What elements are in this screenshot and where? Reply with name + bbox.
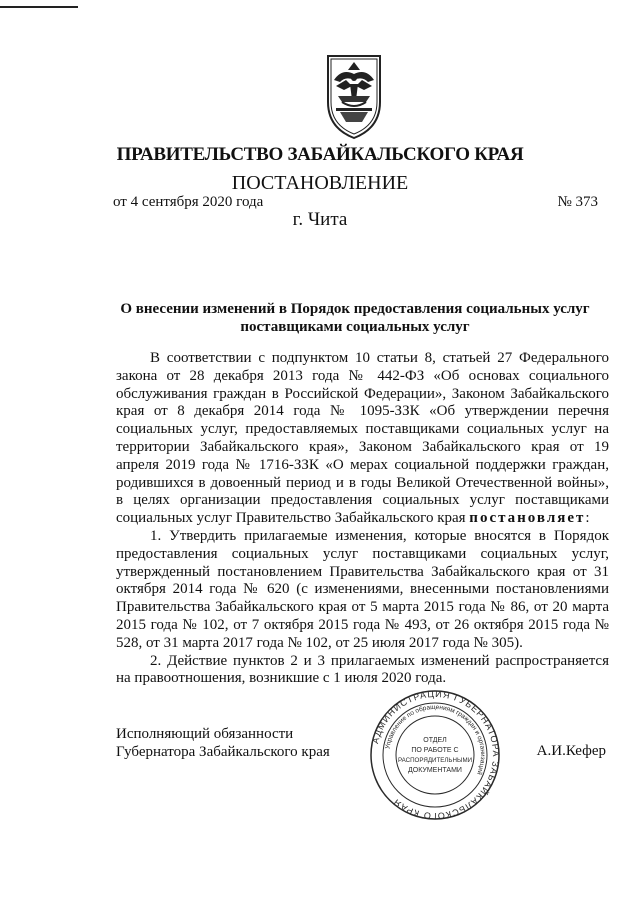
stamp-inner-text: Управление по обращениям граждан и организаций bbox=[384, 703, 487, 776]
signatory-position bbox=[116, 725, 330, 761]
document-body bbox=[116, 350, 609, 688]
resolves-punct: : bbox=[585, 510, 590, 527]
signatory-position-line1: Исполняющий обязанности bbox=[116, 726, 294, 742]
stamp-center-line-4: ДОКУМЕНТАМИ bbox=[408, 767, 462, 774]
document-date: от 4 сентября 2020 года bbox=[113, 194, 264, 210]
stamp-center-line-3: РАСПОРЯДИТЕЛЬНЫМИ bbox=[397, 757, 473, 764]
top-rule bbox=[0, 6, 78, 8]
preamble-paragraph bbox=[116, 350, 609, 528]
stamp-center-line-1: ОТДЕЛ bbox=[423, 737, 447, 744]
signatory-name: А.И.Кефер bbox=[536, 743, 606, 759]
stamp-inner-ring bbox=[396, 716, 474, 794]
item-2-paragraph: 2. Действие пунктов 2 и 3 прилагаемых изменений распространяется на правоотношения, возникшие с 1 июля 2020 года. bbox=[116, 652, 609, 687]
stamp-outer-text: АДМИНИСТРАЦИЯ ГУБЕРНАТОРА ЗАБАЙКАЛЬСКОГО КРАЯ bbox=[370, 688, 502, 822]
government-title: ПРАВИТЕЛЬСТВО ЗАБАЙКАЛЬСКОГО КРАЯ bbox=[116, 144, 524, 165]
document-number: № 373 bbox=[557, 194, 598, 210]
item-1-paragraph: 1. Утвердить прилагаемые изменения, которые вносятся в Порядок предоставления социальных услуг поставщиками социальных услуг, утвержденный постановлением Правительства Забайкальского края от 31 октября 2014 года № 620 (с изменениями, внесенными постановлениями Правительства Забайкальского края от 5 марта 2015 года № 86, от 20 марта 2015 года № 102, от 7 октября 2015 года № 493, от 26 октября 2015 года № 528, от 31 марта 2017 года № 102, от 25 июля 2017 года № 305). bbox=[116, 527, 609, 651]
document-subject: О внесении изменений в Порядок предоставления социальных услуг поставщиками социальных услуг bbox=[120, 301, 590, 335]
document-type: ПОСТАНОВЛЕНИЕ bbox=[231, 172, 409, 194]
stamp-center-line-2: ПО РАБОТЕ С bbox=[411, 747, 459, 754]
stamp-middle-ring bbox=[383, 703, 487, 807]
coat-of-arms-icon bbox=[322, 50, 386, 140]
resolves-word: постановляет bbox=[469, 510, 586, 527]
official-stamp bbox=[368, 688, 502, 822]
signatory-position-line2: Губернатора Забайкальского края bbox=[116, 744, 330, 760]
document-city: г. Чита bbox=[292, 209, 348, 230]
preamble-text: В соответствии с подпунктом 10 статьи 8, статьей 27 Федерального закона от 28 декабря 2013 года № 442-ФЗ «Об основах социального обслуживания граждан в Российской Федерации», Законом Забайкальского края от 8 декабря 2014 года № 1095-ЗЗК «Об утверждении перечня социальных услуг, предоставляемых поставщиками социальных услуг на территории Забайкальского края», Законом Забайкальского края от 19 апреля 2019 года № 1716-ЗЗК «О мерах социальной поддержки граждан, родившихся в довоенный период и в годы Великой Отечественной войны», в целях организации предоставления социальных услуг поставщиками социальных услуг Правительство Забайкальского края bbox=[116, 350, 609, 527]
